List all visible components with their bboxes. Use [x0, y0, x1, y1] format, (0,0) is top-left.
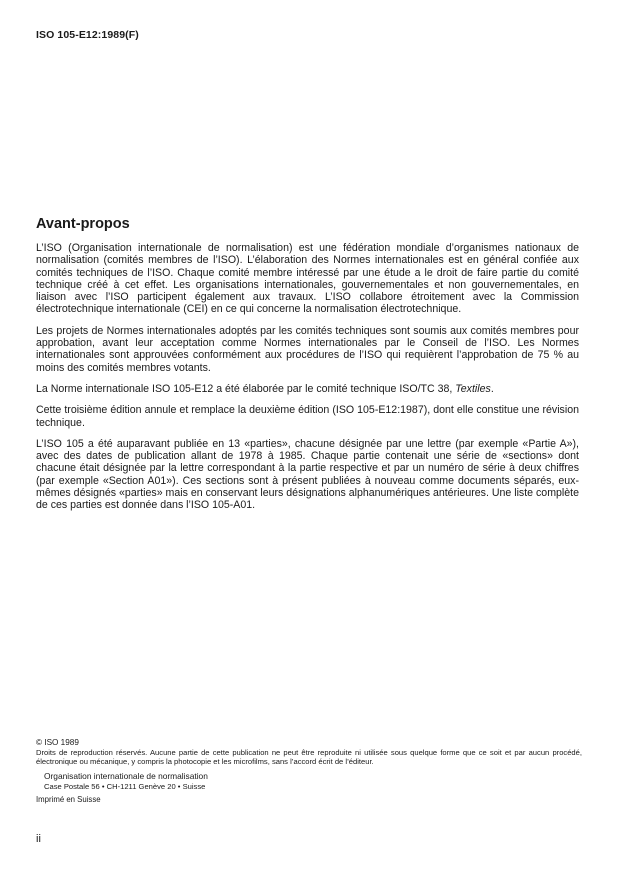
committee-name: Textiles	[455, 382, 491, 395]
paragraph-edition: Cette troisième édition annule et remplace la deuxième édition (ISO 105-E12:1987), dont elle constitue une révision technique.	[36, 404, 579, 429]
publisher-name: Organisation internationale de normalisation	[44, 771, 208, 781]
committee-end: .	[490, 382, 494, 395]
paragraph-approval-process: Les projets de Normes internationales adoptés par les comités techniques sont soumis aux comités membres pour approbation, avant leur acceptation comme Normes internationales par le Conseil de l’ISO. Les Normes internationales sont approuvées conformément aux procédures de l’ISO qui requièrent l’approbation de 75 % au moins des comités membres votants.	[36, 324, 579, 374]
paragraph-iso-description: L’ISO (Organisation internationale de normalisation) est une fédération mondiale d’organismes nationaux de normalisation (comités membres de l’ISO). L’élaboration des Normes internationales est en général confiée aux comités techniques de l’ISO. Chaque comité membre intéressé par une étude a le droit de faire partie du comité technique créé à cet effet. Les organisations internationales, gouvernementales et non gouvernementales, en liaison avec l’ISO participent également aux travaux. L’ISO collabore étroitement avec la Commission électrotechnique internationale (CEI) en ce qui concerne la normalisation électrotechnique.	[36, 242, 579, 316]
copyright-notice: © ISO 1989	[36, 738, 79, 747]
committee-text: La Norme internationale ISO 105-E12 a été élaborée par le comité technique ISO/TC 38,	[36, 382, 453, 395]
rights-statement: Droits de reproduction réservés. Aucune partie de cette publication ne peut être reproduite ni utilisée sous quelque forme que ce soit et par aucun procédé, électronique ou mécanique, y compris la photocopie et les microfilms, sans l’accord écrit de l’éditeur.	[36, 747, 582, 766]
foreword-body	[36, 242, 579, 521]
paragraph-committee	[36, 383, 579, 395]
printed-in: Imprimé en Suisse	[36, 794, 101, 804]
section-title: Avant-propos	[36, 216, 130, 232]
document-identifier: ISO 105-E12:1989(F)	[36, 29, 139, 41]
copyright-block	[36, 738, 582, 804]
paragraph-history: L’ISO 105 a été auparavant publiée en 13 «parties», chacune désignée par une lettre (par exemple «Partie A»), avec des dates de publication allant de 1978 à 1985. Chaque partie contenait une série de «sections» dont chacune était désignée par la lettre correspondant à la partie respective et par un numéro de série à deux chiffres (par exemple «Section A01»). Ces sections sont à présent publiées à nouveau comme documents séparés, eux-mêmes désignés «parties» mais en conservant leurs désignations alphanumériques antérieures. Une liste complète de ces parties est donnée dans l’ISO 105-A01.	[36, 437, 579, 512]
page-number: ii	[36, 833, 41, 845]
publisher-address: Case Postale 56 • CH-1211 Genève 20 • Suisse	[44, 781, 206, 791]
